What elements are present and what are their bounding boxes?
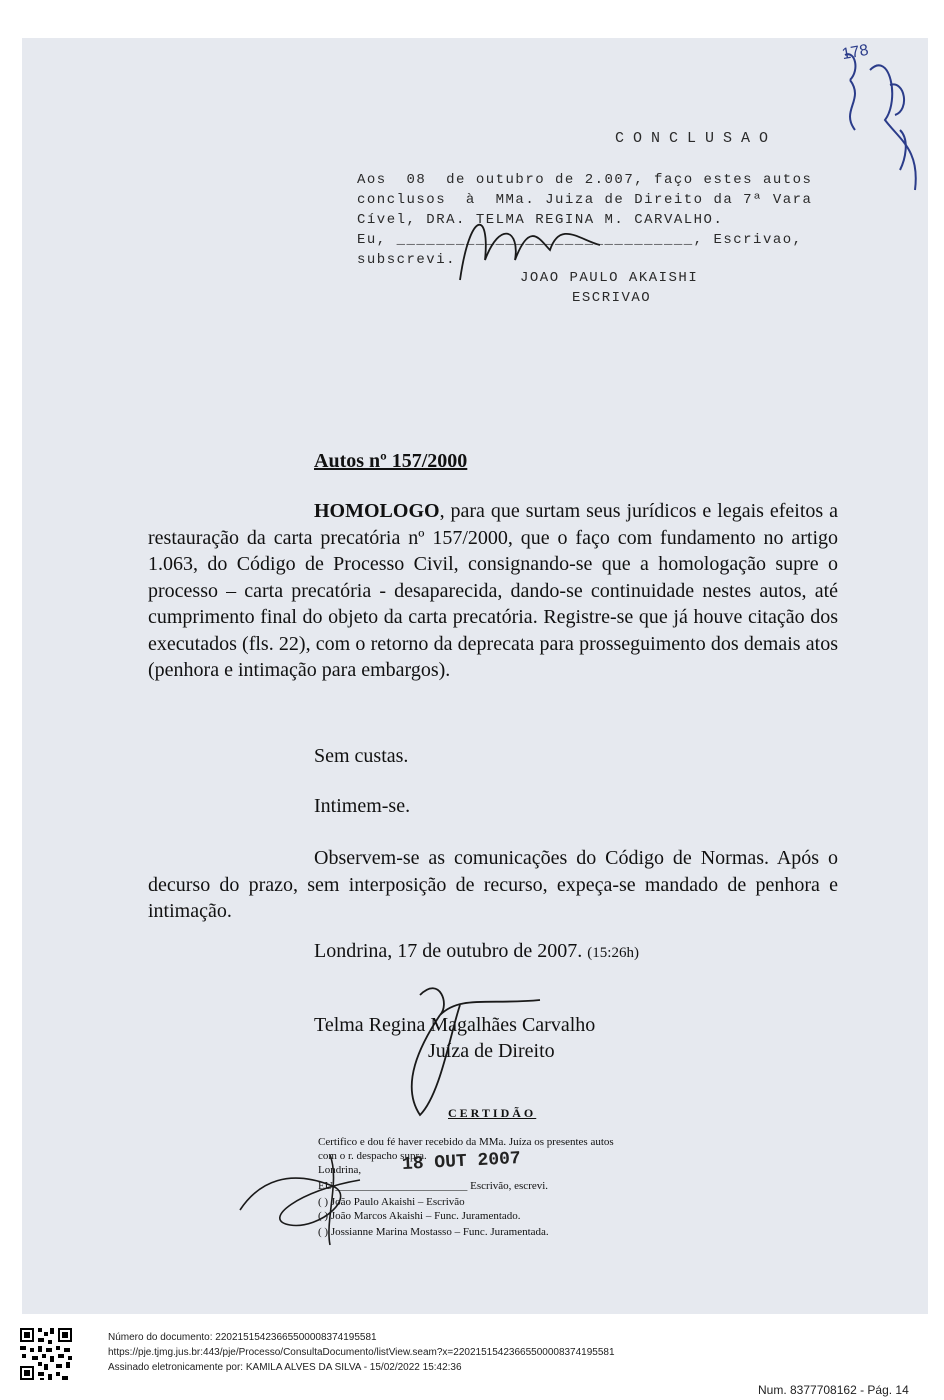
certificate-option-2: ( ) João Marcos Akaishi – Func. Juramentado. [318, 1210, 521, 1222]
clerk-stamp-role: ESCRIVAO [572, 290, 652, 306]
no-costs-line: Sem custas. [314, 745, 409, 767]
footer-doc-number: Número do documento: 22021515423665500008374195581 [108, 1332, 377, 1343]
certificate-line-1: Certifico e dou fé haver recebido da MMa. Juíza os presentes autos [318, 1136, 614, 1148]
conclusao-line-3: Cível, DRA. TELMA REGINA M. CARVALHO. [357, 212, 724, 228]
observe-paragraph: Observem-se as comunicações do Código de Normas. Após o decurso do prazo, sem interposição de recurso, expeça-se mandado de penhora e intimação. [148, 847, 838, 922]
certificate-title: CERTIDÃO [448, 1106, 537, 1120]
summon-line: Intimem-se. [314, 795, 411, 817]
certificate-option-3: ( ) Jossianne Marina Mostasso – Func. Juramentada. [318, 1226, 549, 1238]
certificate-option-1: ( ) João Paulo Akaishi – Escrivão [318, 1196, 465, 1208]
clerk-signature [430, 200, 630, 290]
receipt-date-stamp: 18 OUT 2007 [401, 1148, 522, 1176]
conclusao-title: CONCLUSAO [615, 130, 778, 147]
certificate-line-3: Londrina, [318, 1164, 362, 1176]
footer-url[interactable]: https://pje.tjmg.jus.br:443/pje/Processo/ConsultaDocumento/listView.seam?x=22021515423665500008374195581 [108, 1347, 615, 1358]
place-date [314, 940, 639, 963]
case-number-heading: Autos nº 157/2000 [314, 450, 468, 472]
conclusao-line-5: subscrevi. [357, 252, 457, 268]
clerk-stamp-name: JOAO PAULO AKAISHI [520, 270, 699, 286]
margin-page-number: 178 [840, 41, 870, 64]
qr-code-icon [18, 1326, 74, 1382]
footer-page-reference: Num. 8377708162 - Pág. 14 [758, 1383, 909, 1397]
margin-annotation-scribble [830, 40, 930, 200]
decision-paragraph [148, 498, 838, 684]
decision-text: , para que surtam seus jurídicos e legais efeitos a restauração da carta precatória nº 157/2000, que o faço com fundamento no artigo 1.063, do Código de Processo Civil, consignando-se que a homologação supre o processo – carta precatória - desaparecida, dando-se continuidade nestes autos, até cumprimento final do objeto da carta precatória. Registre-se que já houve citação dos executados (fls. 22), com o retorno da deprecata para prosseguimento dos demais atos (penhora e intimação para embargos). [148, 500, 838, 681]
conclusao-line-1: Aos 08 de outubro de 2.007, faço estes autos [357, 172, 813, 188]
certificate-line-2: com o r. despacho supra. [318, 1150, 427, 1162]
decision-lead-word: HOMOLOGO [314, 500, 440, 522]
place-date-text: Londrina, 17 de outubro de 2007. [314, 940, 583, 962]
conclusao-line-4: Eu, ______________________________, Escrivao, [357, 232, 803, 248]
signing-time: (15:26h) [587, 945, 639, 961]
certificate-line-4: EU ________________________ Escrivão, escrevi. [318, 1180, 549, 1192]
conclusao-line-2: conclusos à MMa. Juiza de Direito da 7ª Vara [357, 192, 813, 208]
judge-role: Juíza de Direito [428, 1040, 555, 1062]
judge-name: Telma Regina Magalhães Carvalho [314, 1014, 596, 1036]
certificate-signature [230, 1150, 400, 1250]
footer-signed-by: Assinado eletronicamente por: KAMILA ALVES DA SILVA - 15/02/2022 15:42:36 [108, 1362, 462, 1373]
